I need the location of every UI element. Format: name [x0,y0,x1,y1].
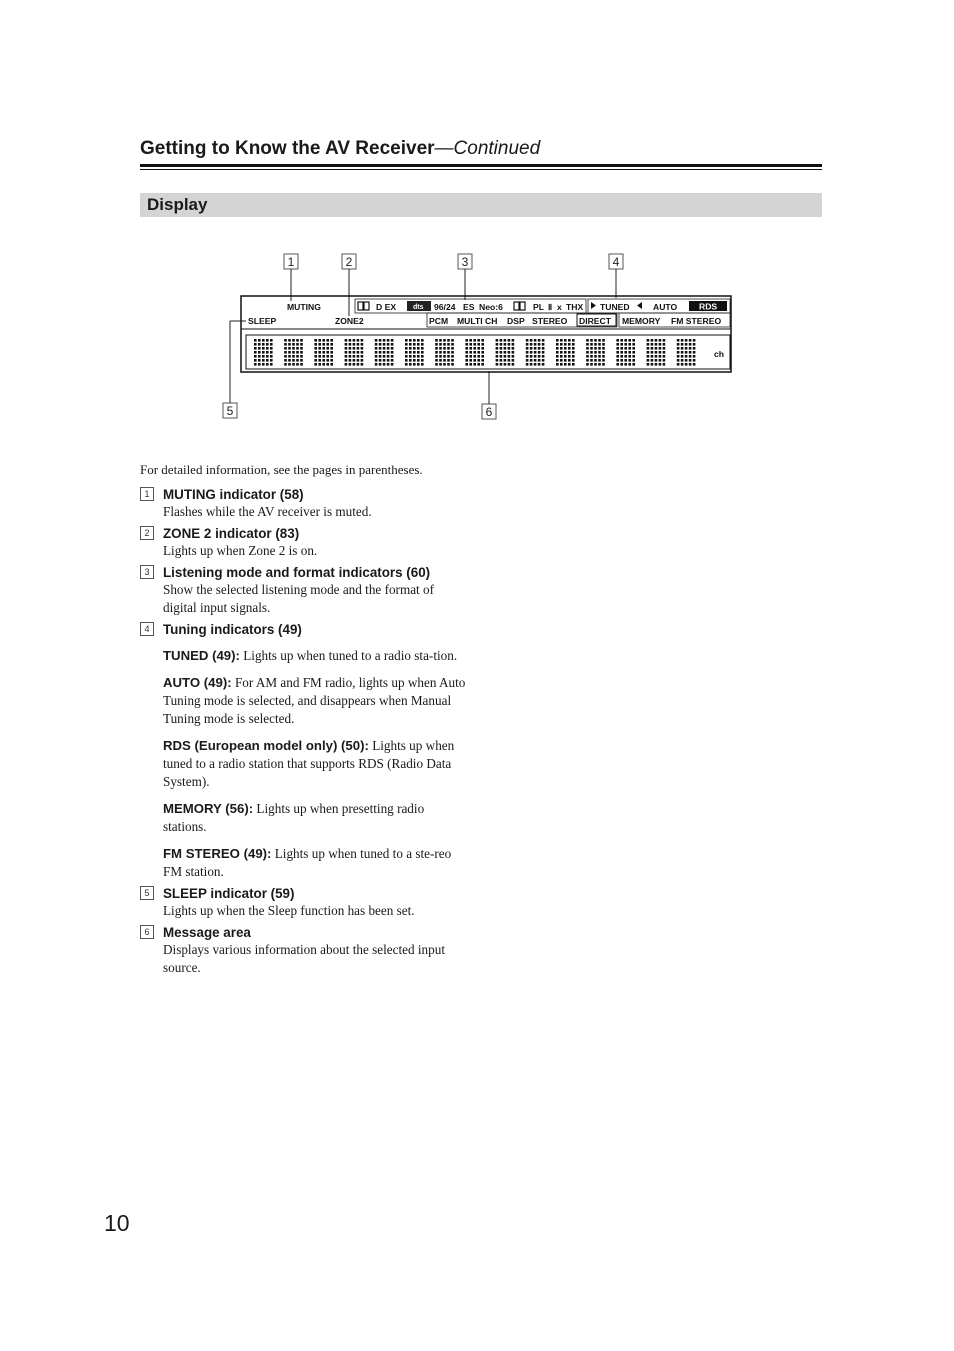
dot-matrix-cell [616,339,635,366]
sub-text: Lights up when tuned to a radio station that supports RDS (Radio Data System). [163,738,455,789]
es-indicator: ES [463,302,475,312]
item-desc: Show the selected listening mode and the format of digital input signals. [163,582,435,615]
dolby-logo-2 [514,302,525,310]
neo-indicator: Neo:6 [479,302,503,312]
dot-matrix-cell [254,339,273,366]
dolby-dex-indicator: D EX [376,302,397,312]
item-title: Message area [163,925,251,940]
dot-matrix-cell [496,339,515,366]
callout-3 [458,254,472,269]
callout-1 [284,254,298,269]
header-continued: —Continued [434,138,541,159]
pcm-indicator: PCM [429,316,449,326]
callout-4-label: 4 [612,255,620,269]
item-desc: Lights up when Zone 2 is on. [163,543,318,558]
item-number: 2 [140,526,154,540]
list-item [140,486,470,521]
x-indicator: x [557,302,562,312]
sub-label: TUNED (49): [163,648,240,663]
callout-2-label: 2 [345,255,353,269]
dot-matrix-cell [677,339,696,366]
sub-label: RDS (European model only) (50): [163,738,369,753]
sub-label: AUTO (49): [163,675,232,690]
callout-4 [609,254,623,269]
dot-matrix-cell [405,339,424,366]
item-title: SLEEP indicator (59) [163,886,295,901]
sub-label: FM STEREO (49): [163,846,272,861]
muting-indicator: MUTING [287,302,321,312]
item-desc: Flashes while the AV receiver is muted. [163,504,372,519]
list-item [140,621,470,881]
callout-2 [342,254,356,269]
item-number: 3 [140,565,154,579]
dot-matrix-cell [556,339,575,366]
item-title: ZONE 2 indicator (83) [163,526,300,541]
tuning-sub-tuned [163,647,470,665]
list-item [140,924,470,977]
sub-label: MEMORY (56): [163,801,254,816]
sleep-indicator: SLEEP [248,316,277,326]
item-desc: Displays various information about the selected input source. [163,942,446,975]
item-desc: Lights up when the Sleep function has been set. [163,903,415,918]
callout-1-label: 1 [287,255,295,269]
dolby-logo-1 [358,302,369,310]
rds-indicator: RDS [699,301,718,312]
zone2-indicator: ZONE2 [335,316,364,326]
sub-text: Lights up when tuned to a radio sta-tion. [243,648,458,663]
dot-matrix-cell [375,339,394,366]
memory-indicator: MEMORY [622,316,661,326]
callout-6 [482,404,496,419]
callout-6-label: 6 [485,405,493,419]
item-title: MUTING indicator (58) [163,487,304,502]
intro-text: For detailed information, see the pages in parentheses. [140,462,423,477]
callout-3-label: 3 [461,255,469,269]
rate-indicator: 96/24 [434,302,456,312]
sub-text: Lights up when tuned to a ste-reo FM station. [163,846,452,879]
indicator-list [140,486,470,981]
dot-matrix-cell [284,339,303,366]
item-title: Tuning indicators (49) [163,622,302,637]
ch-indicator: ch [714,349,725,359]
dot-matrix-cell [345,339,364,366]
dot-matrix-cell [465,339,484,366]
tuned-right-arrow [637,302,642,309]
section-title: Display [147,195,208,214]
callout-5-label: 5 [226,404,234,418]
sub-text: Lights up when presetting radio stations. [163,801,425,834]
pl2-indicator: Ⅱ [548,302,553,312]
item-number: 1 [140,487,154,501]
dot-matrix-cell [647,339,666,366]
header-title: Getting to Know the AV Receiver [140,138,435,159]
list-item [140,564,470,617]
list-item [140,525,470,560]
dot-matrix-cell [314,339,333,366]
item-number: 6 [140,925,154,939]
pl-indicator: PL [533,302,544,312]
dot-matrix-cell [526,339,545,366]
display-diagram [0,0,954,440]
tuning-sub-auto [163,674,470,728]
stereo-indicator: STEREO [532,316,568,326]
leader-lines [230,269,616,404]
item-number: 4 [140,622,154,636]
tuning-sub-fmstereo [163,845,470,881]
tuning-sub-memory [163,800,470,836]
callout-5 [223,403,237,418]
auto-indicator: AUTO [653,302,678,312]
list-item [140,885,470,920]
direct-indicator: DIRECT [579,316,611,326]
fmstereo-indicator: FM STEREO [671,316,722,326]
item-number: 5 [140,886,154,900]
tuned-indicator: TUNED [600,302,630,312]
item-title: Listening mode and format indicators (60) [163,565,431,580]
multich-indicator: MULTI CH [457,316,498,326]
tuning-sub-rds [163,737,470,791]
dts-indicator: dts [413,304,424,311]
page-number: 10 [104,1210,130,1236]
dot-matrix-cell [586,339,605,366]
thx-indicator: THX [566,302,584,312]
dsp-indicator: DSP [507,316,525,326]
sub-text: For AM and FM radio, lights up when Auto Tuning mode is selected, and disappears when Manual Tuning mode is selected. [163,675,466,726]
message-area-characters [254,339,695,366]
tuned-left-arrow [591,302,596,309]
dot-matrix-cell [435,339,454,366]
